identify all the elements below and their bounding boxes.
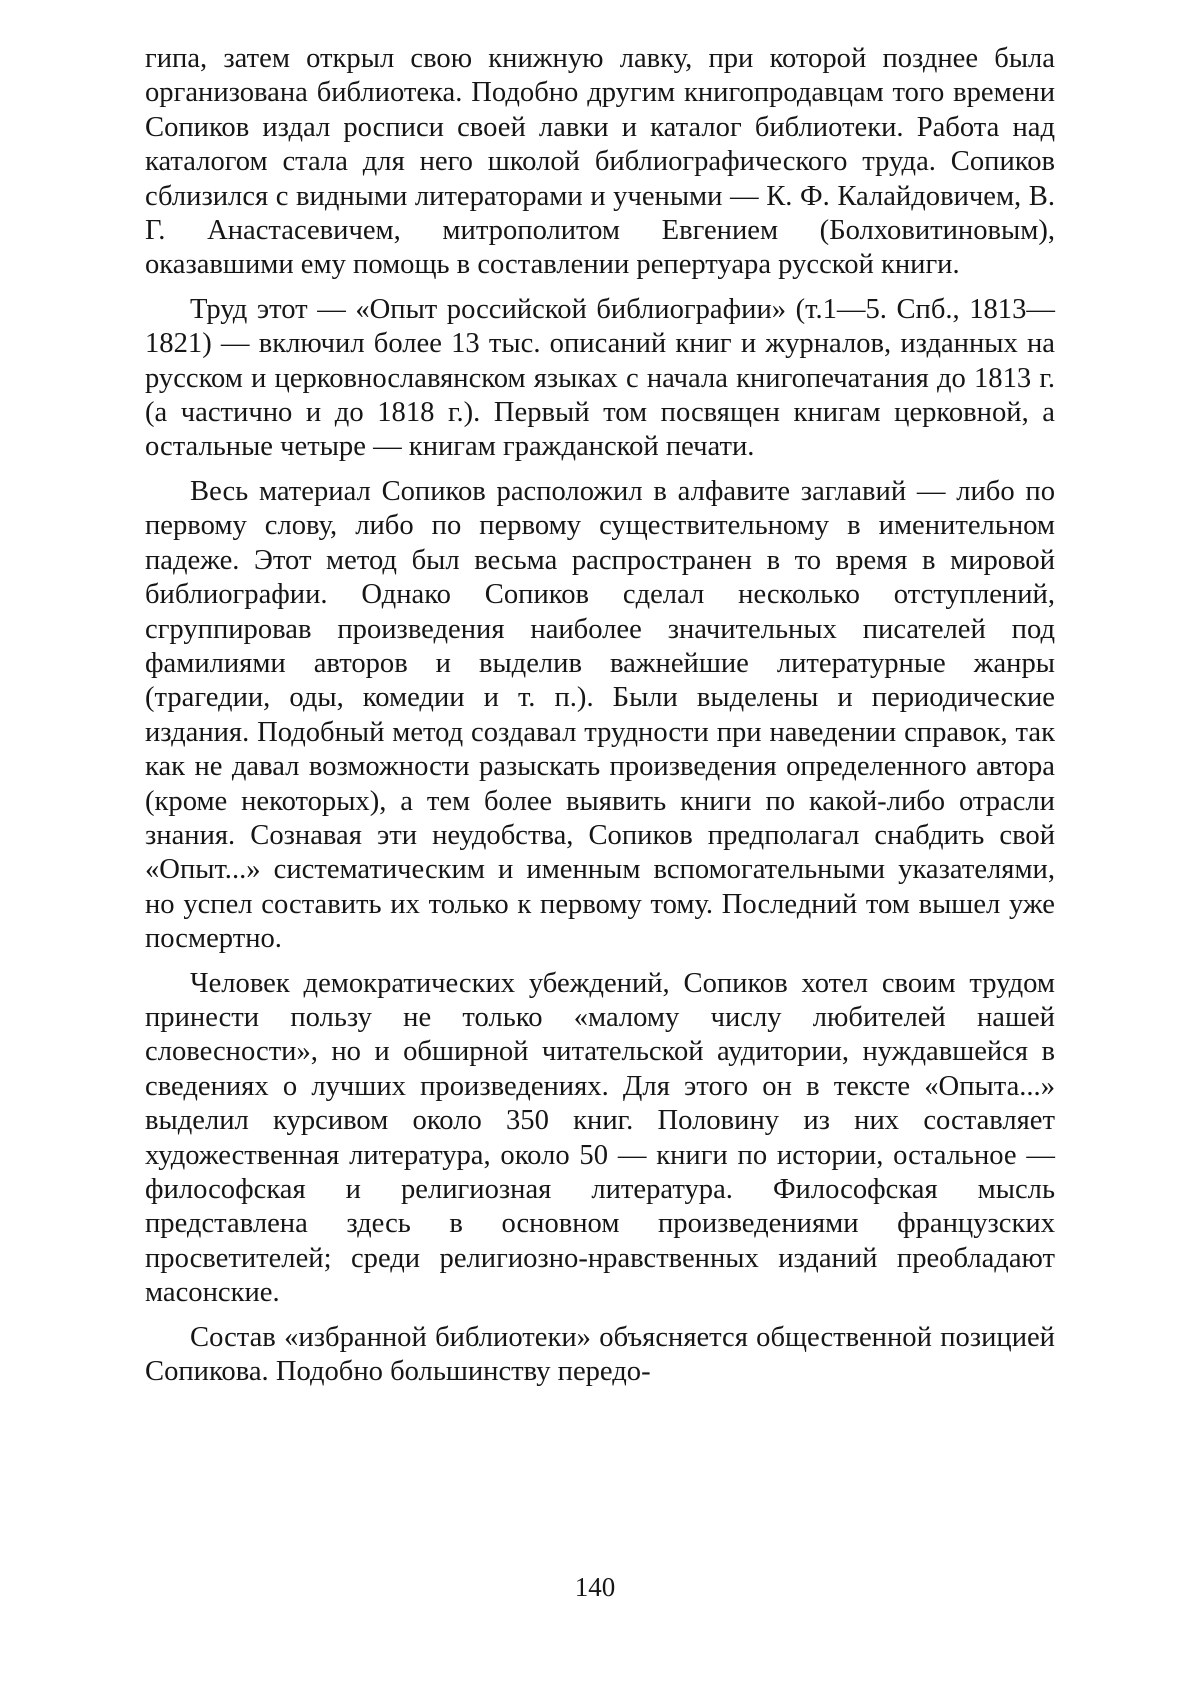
paragraph-3: Весь материал Сопиков расположил в алфавите заглавий — либо по первому слову, либо по первому существительному в именительном падеже. Этот метод был весьма распространен в то время в мировой библиографии. Однако Сопиков сделал несколько отступлений, сгруппировав произведения наиболее значительных писателей под фамилиями авторов и выделив важнейшие литературные жанры (трагедии, оды, комедии и т. п.). Были выделены и периодические издания. Подобный метод создавал трудности при наведении справок, так как не давал возможности разыскать произведения определенного автора (кроме некоторых), а тем более выявить книги по какой-либо отрасли знания. Сознавая эти неудобства, Сопиков предполагал снабдить свой «Опыт...» систематическим и именным вспомогательными указателями, но успел составить их только к первому тому. Последний том вышел уже посмертно. bbox=[145, 475, 1055, 955]
paragraph-5: Состав «избранной библиотеки» объясняется общественной позицией Сопикова. Подобно большинству передо- bbox=[145, 1321, 1055, 1388]
paragraph-1: гипа, затем открыл свою книжную лавку, при которой позднее была организована библиотека. Подобно другим книгопродавцам того времени Сопиков издал росписи своей лавки и каталог библиотеки. Работа над каталогом стала для него школой библиографического труда. Сопиков сблизился с видными литераторами и учеными — К. Ф. Калайдовичем, В. Г. Анастасевичем, митрополитом Евгением (Болховитиновым), оказавшими ему помощь в составлении репертуара русской книги. bbox=[145, 43, 1055, 281]
paragraph-4: Человек демократических убеждений, Сопиков хотел своим трудом принести пользу не только «малому числу любителей нашей словесности», но и обширной читательской аудитории, нуждавшейся в сведениях о лучших произведениях. Для этого он в тексте «Опыта...» выделил курсивом около 350 книг. Половину из них составляет художественная литература, около 50 — книги по истории, остальное — философская и религиозная литература. Философская мысль представлена здесь в основном произведениями французских просветителей; среди религиозно-нравственных изданий преобладают масонские. bbox=[145, 967, 1055, 1309]
paragraph-2: Труд этот — «Опыт российской библиографии» (т.1—5. Спб., 1813—1821) — включил более 13 тыс. описаний книг и журналов, изданных на русском и церковнославянском языках с начала книгопечатания до 1813 г. (а частично и до 1818 г.). Первый том посвящен книгам церковной, а остальные четыре — книгам гражданской печати. bbox=[145, 293, 1055, 463]
page-text bbox=[145, 42, 1055, 1399]
page-number: 140 bbox=[574, 1572, 616, 1602]
